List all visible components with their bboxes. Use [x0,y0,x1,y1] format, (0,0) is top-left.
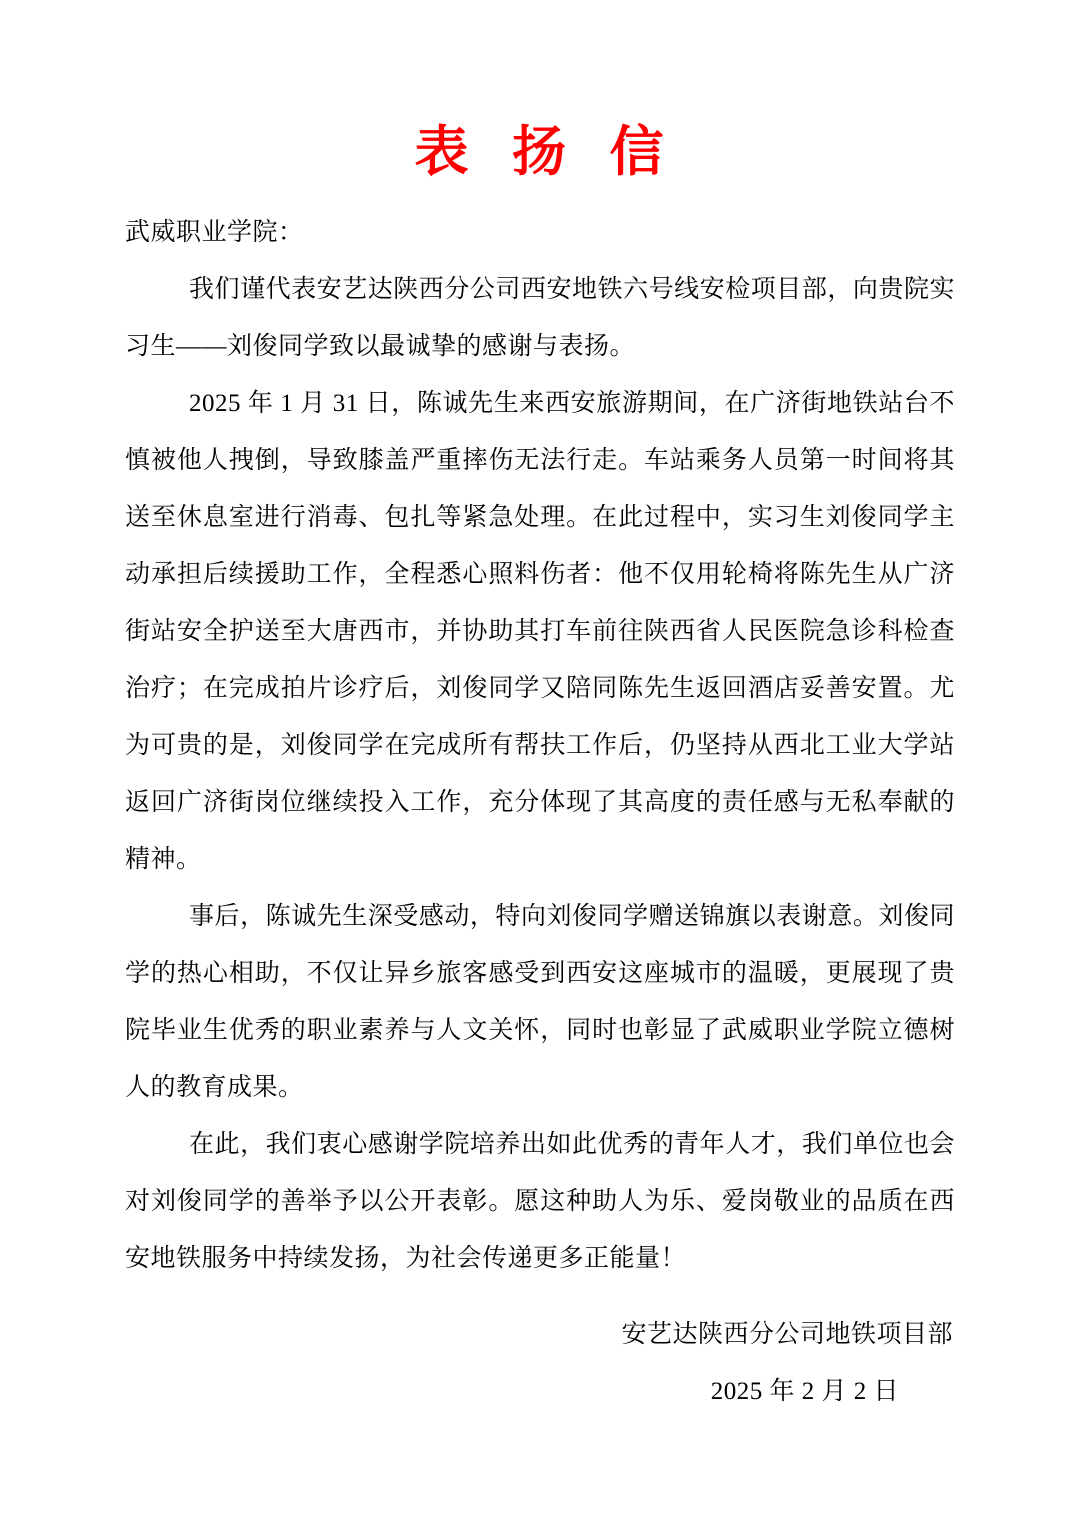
paragraph-gratitude: 事后，陈诚先生深受感动，特向刘俊同学赠送锦旗以表谢意。刘俊同学的热心相助，不仅让异乡旅客感受到西安这座城市的温暖，更展现了贵院毕业生优秀的职业素养与人文关怀，同时也彰显了武威职业学院立德树人的教育成果。 [125,903,955,1101]
paragraph-incident: 2025 年 1 月 31 日，陈诚先生来西安旅游期间，在广济街地铁站台不慎被他人拽倒，导致膝盖严重摔伤无法行走。车站乘务人员第一时间将其送至休息室进行消毒、包扎等紧急处理。在此过程中，实习生刘俊同学主动承担后续援助工作，全程悉心照料伤者：他不仅用轮椅将陈先生从广济街站安全护送至大唐西市，并协助其打车前往陕西省人民医院急诊科检查治疗；在完成拍片诊疗后，刘俊同学又陪同陈先生返回酒店妥善安置。尤为可贵的是，刘俊同学在完成所有帮扶工作后，仍坚持从西北工业大学站返回广济街岗位继续投入工作，充分体现了其高度的责任感与无私奉献的精神。 [125,390,955,873]
paragraph-intro: 我们谨代表安艺达陕西分公司西安地铁六号线安检项目部，向贵院实习生——刘俊同学致以最诚挚的感谢与表扬。 [125,276,955,360]
signature-block [125,1306,955,1420]
signature-line: 安艺达陕西分公司地铁项目部 [621,1321,953,1348]
letter-title: 表 扬 信 [414,122,666,182]
paragraph-closing: 在此，我们衷心感谢学院培养出如此优秀的青年人才，我们单位也会对刘俊同学的善举予以公开表彰。愿这种助人为乐、爱岗敬业的品质在西安地铁服务中持续发扬，为社会传递更多正能量！ [125,1131,955,1272]
date-line: 2025 年 2 月 2 日 [710,1378,899,1405]
recipient-line: 武威职业学院： [125,219,304,246]
letter-body [125,204,955,1287]
